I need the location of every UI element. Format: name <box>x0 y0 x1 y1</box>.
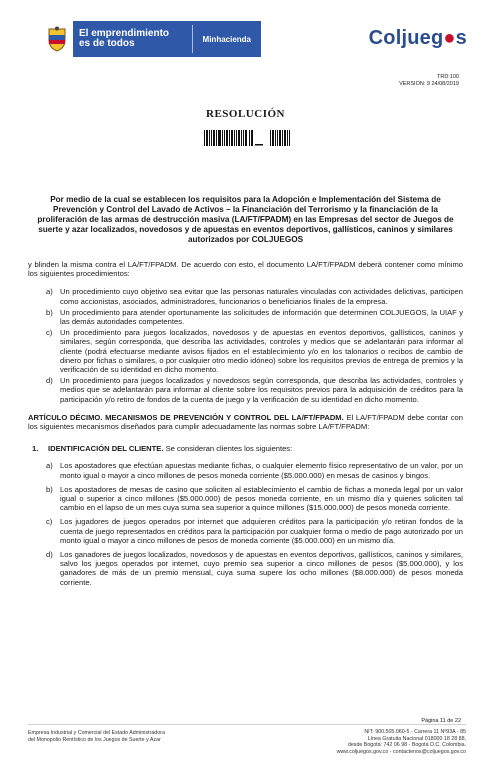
barcode-icon <box>204 130 290 146</box>
banner-divider <box>192 25 193 53</box>
document-title: RESOLUCIÓN <box>206 108 285 120</box>
ministry-name: Minhacienda <box>202 34 251 44</box>
list-marker: b) <box>46 484 53 494</box>
list-item-text: Los apostadores de mesas de casino que soliciten al establecimiento el cambio de fichas a moneda legal por un valor igual o superior a cinco millones ($5.000.000) de pesos moneda corriente, en un mismo día y quienes soliciten tal cambio en el lapso de un mes cuya suma sea superior a quince millones ($15.000.000) de pesos moneda corriente. <box>60 484 463 513</box>
list-item <box>28 328 463 374</box>
procedures-list <box>28 287 463 403</box>
document-control <box>399 74 459 88</box>
article-paragraph <box>28 413 463 431</box>
footer-contact <box>337 729 466 755</box>
list-item-text: Los apostadores que efectúan apuestas mediante fichas, o cualquier elemento físico representativo de un valor, por un monto igual o mayor a cinco millones de pesos moneda corriente ($5.000.000) en mesas de casinos y bingos. <box>60 461 463 480</box>
list-item-text: Un procedimiento para atender oportunamente las solicitudes de información que determinen COLJUEGOS, la UIAF y las demás autoridades competentes. <box>60 307 463 327</box>
footer-divider <box>28 724 466 725</box>
list-item-text: Un procedimiento cuyo objetivo sea evitar que las personas naturales vinculadas con actividades delictivas, participen como accionistas, asociados, administradores, funcionarios o beneficiarios finales de la empresa. <box>60 287 463 306</box>
coat-of-arms-icon <box>41 21 73 57</box>
footer-web: www.coljuegos.gov.co - contactenos@coljuegos.gov.co <box>336 748 466 755</box>
section-title: IDENTIFICACIÓN DEL CLIENTE. <box>48 444 164 454</box>
list-item-text: Un procedimiento para juegos localizados, novedosos y de apuestas en eventos deportivos, gallísticos, caninos y similares, según corresponda, que describa las actividades, controles y medios que se adelantarán para informar al cliente (podrá efectuarse mediante avisos fijados en el establecimiento y/o en los talonarios o recibos de cambio de dinero por fichas o similares, o por cualquier otro medio idóneo) sobre los requisitos previos de entrega de premios y la verificación de su identidad en dicho momento. <box>60 328 463 375</box>
logo-text: Coljueg <box>368 27 444 49</box>
list-marker: d) <box>46 376 53 386</box>
footer-entity <box>28 730 165 743</box>
footer-phone: Línea Gratuita Nacional 018000 18 28 88, <box>367 735 466 742</box>
slogan-line-2: es de todos <box>79 38 135 49</box>
section-text: Se consideran clientes los siguientes: <box>163 444 293 454</box>
list-item <box>28 485 463 513</box>
slogan-line-1: El emprendimiento <box>79 28 170 39</box>
list-marker: b) <box>46 307 53 317</box>
list-item-text: Los jugadores de juegos operados por internet que adquieren créditos para la participación y/o retiran fondos de la cuenta de juego representados en créditos para la participación por cualquier forma o medio de pago autorizado por un monto igual o mayor a cinco millones de pesos de moneda corriente ($5.000.000) en un mismo día. <box>60 517 463 545</box>
section-line <box>48 444 292 453</box>
article-heading: ARTÍCULO DÉCIMO. MECANISMOS DE PREVENCIÓN Y CONTROL DEL LA/FT/FPADM. <box>28 412 344 422</box>
resolution-subject: Por medio de la cual se establecen los requisitos para la Adopción e Implementación del Sistema de Prevención y Control del Lavado de Activos – la Financiación del Terrorismo y la financiación de la proliferación de las armas de destrucción masiva (LA/FT/FPADM) en las Empresas del sector de Juegos de suerte y azar localizados, novedosos y de apuestas en eventos deportivos, gallísticos, caninos y similares autorizados por COLJUEGOS <box>37 195 454 244</box>
page-number: Página 11 de 22 <box>421 718 461 724</box>
letterhead <box>0 0 491 66</box>
logo-mark-icon: ● <box>443 27 456 49</box>
list-item <box>28 308 463 326</box>
logo-text-end: s <box>455 27 467 49</box>
list-item-text: Un procedimiento para juegos localizados y novedosos según corresponda, que describa las actividades, controles y medios que se adelantarán para informar al cliente sobre los requisitos previos para la adquisición de créditos para la participación y/o retiro de fondos de la cuenta de juego y la verificación de su identidad en dicho momento. <box>60 376 463 404</box>
section-heading <box>28 444 463 453</box>
list-marker: c) <box>46 328 53 338</box>
list-item-text: Los ganadores de juegos localizados, novedosos y de apuestas en eventos deportivos, gallísticos, caninos y similares, salvo los juegos operados por internet, cuyo premio sea superior a cinco millones de pesos ($5.000.000), y los ganadores de más de un premio mensual, cuya suma supere los ocho millones ($8.000.000) de pesos moneda corriente. <box>60 550 463 587</box>
slogan <box>73 29 192 49</box>
clients-list <box>28 461 463 586</box>
list-marker: c) <box>46 517 53 527</box>
section-number: 1. <box>32 444 39 454</box>
footer-entity-line-1: Empresa Industrial y Comercial del Estado Administradora <box>28 730 165 736</box>
list-item <box>28 550 463 587</box>
list-marker: a) <box>46 461 53 471</box>
article-text: El LA/FT/FPADM debe contar con los siguientes mecanismos diseñados para cumplir adecuadamente las normas sobre LA/FT/FPADM: <box>28 412 464 432</box>
document-body <box>28 260 463 592</box>
footer-entity-line-2: del Monopolio Rentístico de los Juegos de Suerte y Azar <box>28 736 161 743</box>
intro-paragraph: y blinden la misma contra el LA/FT/FPADM. De acuerdo con esto, el documento LA/FT/FPADM deberá contener como mínimo los siguientes procedimientos: <box>28 260 463 279</box>
footer-bogota: desde Bogotá: 742 06 98 - Bogotá D.C. Colombia. <box>347 742 466 749</box>
version-code: VERSION: 9 24/08/2019 <box>399 81 459 87</box>
list-item <box>28 376 463 404</box>
footer-nit: NIT: 900.505.060-5 - Carrera 11 Nº93A - 85 <box>364 729 466 735</box>
list-marker: d) <box>46 550 53 560</box>
coljuegos-logo <box>369 27 467 50</box>
government-banner <box>41 21 261 57</box>
list-item <box>28 517 463 545</box>
list-marker: a) <box>46 287 53 297</box>
list-item <box>28 287 463 305</box>
list-item <box>28 461 463 479</box>
trd-code: TRD:100 <box>436 74 459 80</box>
